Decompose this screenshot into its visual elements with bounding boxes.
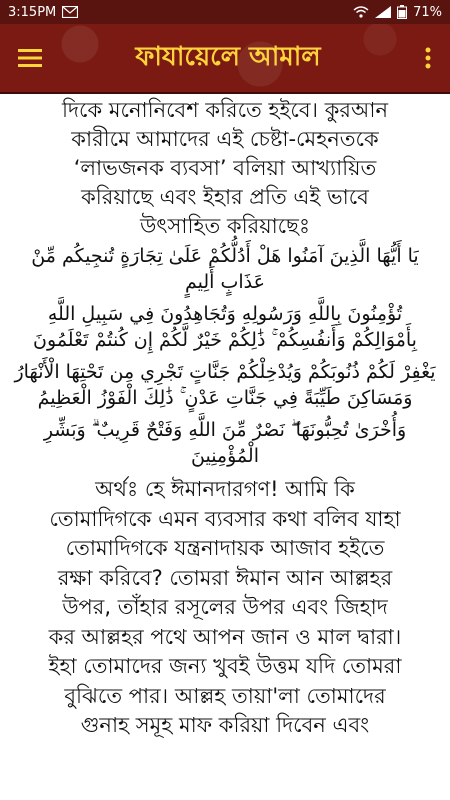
app-title: ফাযায়েলে আমাল <box>135 42 321 72</box>
status-time: 3:15PM <box>8 4 57 20</box>
intro-line: দিকে মনোনিবেশ করিতে হইবে। কুরআন <box>62 98 388 122</box>
translation-line: গুনাহ সমূহ মাফ করিয়া দিবেন এবং <box>80 713 370 737</box>
intro-line: উৎসাহিত করিয়াছেঃ <box>139 214 311 238</box>
status-bar <box>0 0 450 24</box>
more-vertical-icon <box>425 47 431 69</box>
intro-line: ‘লাভজনক ব্যবসা’ বলিয়া আখ্যায়িত <box>73 156 377 180</box>
arabic-verse: وَأُخْرَىٰ تُحِبُّونَهَا ۖ نَصْرٌ مِّنَ اللَّهِ وَفَتْحٌ قَرِيبٌ ۗ وَبَشِّرِ الْمُؤْمِنِينَ <box>43 419 407 467</box>
translation-line: অর্থঃ হে ঈমানদারগণ! আমি কি <box>95 477 355 501</box>
battery-icon <box>397 5 407 19</box>
app-bar <box>0 24 450 94</box>
intro-line: করিয়াছে এবং ইহার প্রতি এই ভাবে <box>81 185 369 209</box>
arabic-verse: يَا أَيُّهَا الَّذِينَ آمَنُوا هَلْ أَدُلُّكُمْ عَلَىٰ تِجَارَةٍ تُنجِيكُم مِّنْ عَذَابٍ أَلِيمٍ <box>31 245 419 293</box>
mail-icon <box>62 6 78 18</box>
menu-button[interactable] <box>0 23 60 93</box>
reading-content[interactable] <box>0 96 450 800</box>
translation-line: তোমাদিগকে এমন ব্যবসার কথা বলিব যাহা <box>49 506 401 531</box>
arabic-verse: تُؤْمِنُونَ بِاللَّهِ وَرَسُولِهِ وَتُجَاهِدُونَ فِي سَبِيلِ اللَّهِ بِأَمْوَالِكُمْ وَأَنفُسِكُمْ ۚ ذَٰلِكُمْ خَيْرٌ لَّكُمْ إِن كُنتُمْ تَعْلَمُونَ <box>33 303 417 351</box>
translation-line: ইহা তোমাদের জন্য খুবই উত্তম যদি তোমরা <box>48 654 402 678</box>
arabic-verse: يَغْفِرْ لَكُمْ ذُنُوبَكُمْ وَيُدْخِلْكُمْ جَنَّاتٍ تَجْرِي مِن تَحْتِهَا الْأَنْهَارُ وَمَسَاكِنَ طَيِّبَةً فِي جَنَّاتِ عَدْنٍ ۚ ذَٰلِكَ الْفَوْزُ الْعَظِيمُ <box>14 361 436 409</box>
intro-line: কারীমে আমাদের এই চেষ্টা-মেহনতকে <box>71 127 379 151</box>
battery-level: 71% <box>413 4 442 20</box>
signal-icon <box>375 6 391 18</box>
more-options-button[interactable] <box>406 23 450 93</box>
translation-line: কর আল্লহর পথে আপন জান ও মাল দ্বারা। <box>48 624 402 649</box>
translation-line: তোমাদিগকে যন্ত্রনাদায়ক আজাব হইতে <box>65 536 385 560</box>
hamburger-menu-icon <box>18 49 42 67</box>
translation-line: বুঝিতে পার। আল্লহ তায়া'লা তোমাদের <box>64 683 386 708</box>
translation-line: উপর, তাঁহার রসূলের উপর এবং জিহাদ <box>62 595 388 619</box>
translation-line: রক্ষা করিবে? তোমরা ঈমান আন আল্লহর <box>57 565 393 590</box>
wifi-icon <box>353 6 369 18</box>
